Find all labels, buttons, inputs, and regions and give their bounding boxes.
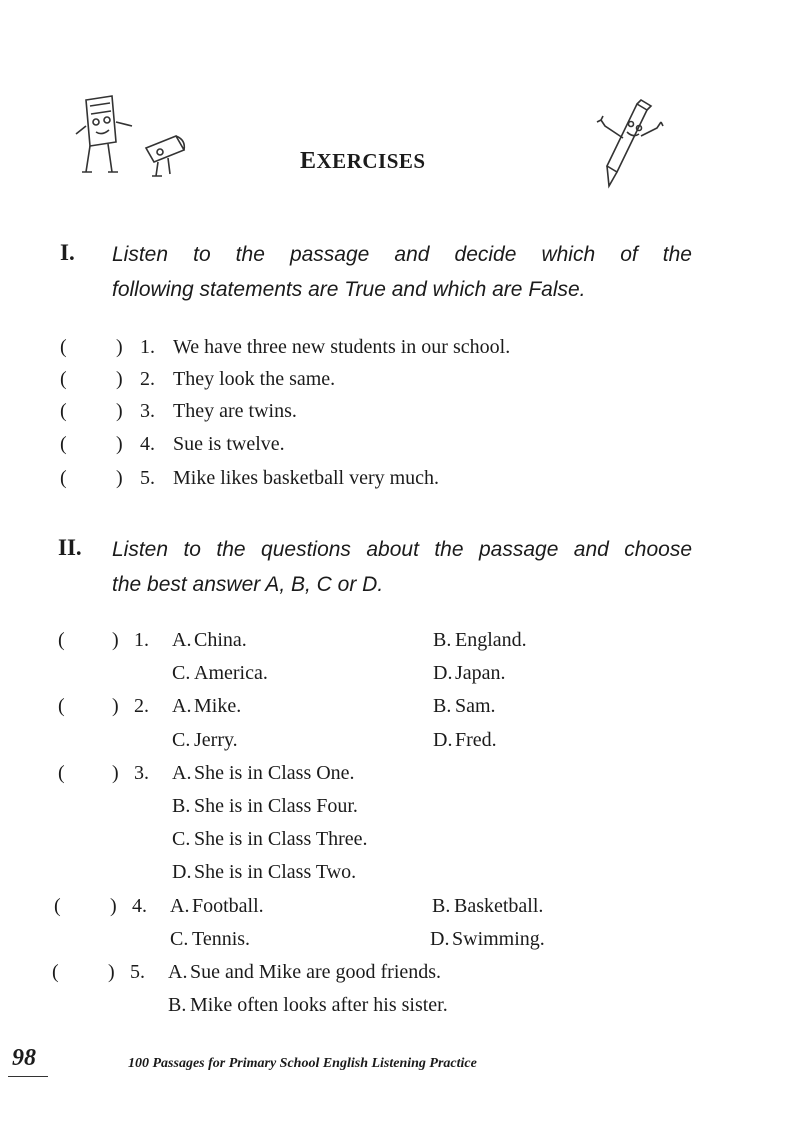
answer-bracket-close: ) (116, 400, 123, 422)
page-title: EXERCISES (300, 148, 426, 174)
question-row (0, 629, 800, 655)
page-number: 98 (12, 1045, 36, 1071)
statement-text: They look the same. (173, 368, 336, 390)
statement-number: 2. (140, 368, 155, 390)
question-row (0, 961, 800, 987)
question-row (0, 828, 800, 854)
answer-bracket-open[interactable]: ( (58, 762, 65, 784)
section-2-number: II. (58, 535, 82, 560)
statement-row (0, 368, 800, 394)
answer-bracket-close: ) (116, 433, 123, 455)
question-number: 1. (134, 629, 149, 651)
answer-bracket-close: ) (108, 961, 115, 983)
option-c: C. America. (172, 662, 268, 684)
section-1-instruction: Listen to the passage and decide which of the following statements are True and which are False. (112, 243, 692, 301)
statement-row (0, 433, 800, 459)
option-b: B. Basketball. (432, 895, 544, 917)
answer-bracket-open[interactable]: ( (58, 695, 65, 717)
question-number: 2. (134, 695, 149, 717)
statement-row (0, 400, 800, 426)
answer-bracket-close: ) (112, 629, 119, 651)
cartoon-pencil-illustration (595, 98, 665, 190)
answer-bracket-open[interactable]: ( (60, 336, 67, 358)
statement-text: Mike likes basketball very much. (173, 467, 440, 489)
question-number: 4. (132, 895, 147, 917)
question-number: 5. (130, 961, 145, 983)
option-d: D. She is in Class Two. (172, 861, 357, 883)
section-1-number: I. (60, 240, 75, 265)
option-c: C. She is in Class Three. (172, 828, 368, 850)
question-row (0, 895, 800, 921)
answer-bracket-close: ) (116, 368, 123, 390)
question-row (0, 695, 800, 721)
question-row (0, 994, 800, 1020)
option-c: C. Jerry. (172, 729, 238, 751)
question-row (0, 928, 800, 954)
question-number: 3. (134, 762, 149, 784)
question-row (0, 861, 800, 887)
option-b: B. Sam. (433, 695, 496, 717)
answer-bracket-close: ) (110, 895, 117, 917)
statement-number: 1. (140, 336, 155, 358)
book-title-footer: 100 Passages for Primary School English Listening Practice (128, 1056, 477, 1071)
page-number-rule (8, 1076, 48, 1077)
option-b: B. Mike often looks after his sister. (168, 994, 448, 1016)
option-d: D. Fred. (433, 729, 497, 751)
answer-bracket-close: ) (116, 336, 123, 358)
statement-number: 5. (140, 467, 155, 489)
answer-bracket-open[interactable]: ( (54, 895, 61, 917)
statement-text: Sue is twelve. (173, 433, 285, 455)
question-row (0, 662, 800, 688)
option-d: D. Japan. (433, 662, 506, 684)
option-b: B. England. (433, 629, 527, 651)
answer-bracket-open[interactable]: ( (58, 629, 65, 651)
option-a: A. Sue and Mike are good friends. (168, 961, 442, 983)
option-a: A. China. (172, 629, 247, 651)
statement-row (0, 336, 800, 362)
option-c: C. Tennis. (170, 928, 251, 950)
answer-bracket-open[interactable]: ( (60, 433, 67, 455)
statement-number: 3. (140, 400, 155, 422)
statement-text: We have three new students in our school. (173, 336, 511, 358)
answer-bracket-close: ) (116, 467, 123, 489)
option-d: D. Swimming. (430, 928, 545, 950)
answer-bracket-close: ) (112, 762, 119, 784)
option-a: A. Football. (170, 895, 264, 917)
answer-bracket-open[interactable]: ( (60, 368, 67, 390)
answer-bracket-open[interactable]: ( (60, 400, 67, 422)
option-b: B. She is in Class Four. (172, 795, 358, 817)
option-a: A. Mike. (172, 695, 242, 717)
statement-number: 4. (140, 433, 155, 455)
section-2-instruction: Listen to the questions about the passage and choose the best answer A, B, C or D. (112, 538, 692, 596)
question-row (0, 729, 800, 755)
answer-bracket-open[interactable]: ( (60, 467, 67, 489)
question-row (0, 795, 800, 821)
answer-bracket-close: ) (112, 695, 119, 717)
statement-text: They are twins. (173, 400, 297, 422)
answer-bracket-open[interactable]: ( (52, 961, 59, 983)
option-a: A. She is in Class One. (172, 762, 355, 784)
statement-row (0, 467, 800, 493)
question-row (0, 762, 800, 788)
cartoon-cup-and-tape-illustration (72, 92, 192, 182)
